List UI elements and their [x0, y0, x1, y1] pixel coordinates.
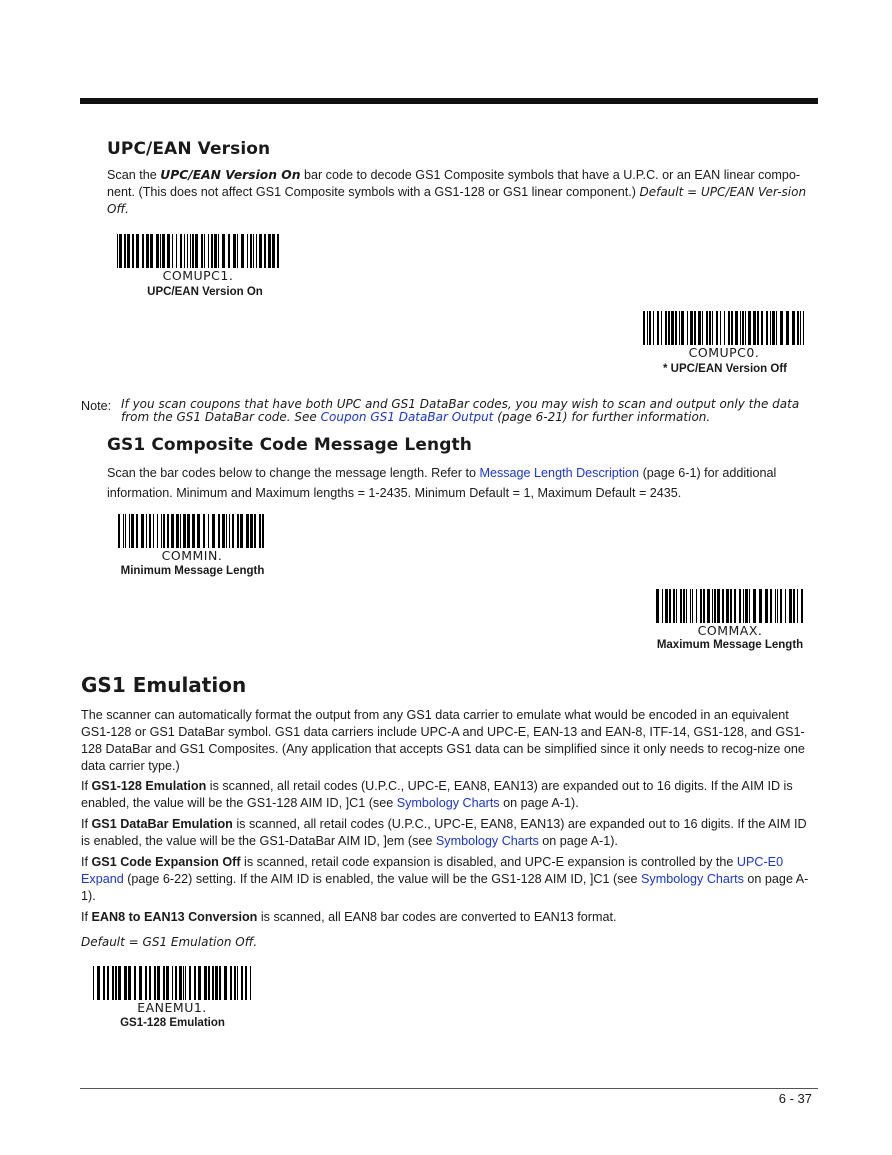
barcode-bar — [179, 966, 182, 1000]
barcode-bar — [649, 311, 651, 345]
barcode-bar — [262, 514, 264, 548]
barcode-bar — [740, 311, 741, 345]
barcode-bar — [119, 234, 122, 268]
barcode-bar — [662, 589, 663, 623]
text: (page 6-21) for further information. — [493, 410, 711, 424]
text: If you scan coupons that have both UPC and GS1 DataBar codes, you may wish to scan and output only the data from the GS1 DataBar code. See — [121, 397, 800, 424]
ean8-to-ean13-paragraph — [81, 909, 815, 926]
barcode-bar — [247, 234, 248, 268]
barcode-bar — [226, 514, 227, 548]
link-symbology-charts[interactable]: Symbology Charts — [435, 834, 539, 848]
barcode-bars — [642, 311, 806, 345]
barcode-bar — [237, 234, 238, 268]
barcode-bar — [224, 966, 227, 1000]
barcode-bar — [694, 311, 696, 345]
gs1-code-expansion-off-paragraph — [81, 854, 815, 905]
text: bar code to decode GS1 Composite symbols that have a U.P.C. or an EAN linear compo-nent. (This does not affect GS1 Composite symbols with a GS1-128 or GS1 linear component.) — [107, 168, 801, 199]
barcode-bar — [700, 589, 702, 623]
barcode-bar — [131, 514, 134, 548]
barcode-bar — [765, 589, 768, 623]
barcode-bar — [669, 589, 671, 623]
note-text — [121, 398, 816, 424]
bold-term: EAN8 to EAN13 Conversion — [91, 910, 258, 924]
barcode-bar — [743, 589, 744, 623]
barcode-bar — [146, 234, 149, 268]
barcode-bar — [671, 311, 674, 345]
barcode-bar — [675, 311, 677, 345]
barcode-bar — [117, 234, 118, 268]
barcode-bar — [759, 589, 762, 623]
note-label: Note: — [81, 399, 112, 413]
barcode-bar — [161, 514, 162, 548]
link-upc-e0-expand[interactable]: UPC-E0 Expand — [81, 855, 784, 886]
barcode-bar — [714, 589, 716, 623]
text: Scan the bar codes below to change the message length. Refer to — [107, 466, 480, 480]
barcode-bar — [171, 514, 174, 548]
text: If — [81, 910, 92, 924]
barcode-bar — [192, 234, 194, 268]
text: on page A-1). — [81, 872, 809, 903]
barcode-bar — [187, 234, 188, 268]
barcode-bar — [681, 311, 684, 345]
barcode-bar — [786, 311, 789, 345]
barcode-bar — [219, 966, 221, 1000]
barcode-bar — [668, 311, 670, 345]
barcode-caption: * UPC/EAN Version Off — [663, 363, 787, 375]
barcode-bars — [116, 234, 280, 268]
barcode-bar — [731, 311, 733, 345]
barcode-bar — [172, 966, 173, 1000]
barcode-bar — [157, 514, 158, 548]
barcode-bar — [770, 589, 772, 623]
barcode-bar — [706, 311, 708, 345]
barcode-bar — [201, 234, 203, 268]
barcode-bar — [240, 514, 243, 548]
text: is scanned, all EAN8 bar codes are converted to EAN13 format. — [257, 910, 617, 924]
barcode-bar — [698, 311, 701, 345]
bold-term: GS1 DataBar Emulation — [91, 817, 233, 831]
barcode-bar — [770, 311, 771, 345]
barcode-bar — [160, 234, 161, 268]
bold-term: GS1 Code Expansion Off — [91, 855, 241, 869]
barcode-code-text: COMUPC0. — [688, 345, 760, 360]
barcode-bar — [234, 966, 236, 1000]
barcode-bar — [742, 311, 744, 345]
barcode-bar — [123, 514, 124, 548]
barcode-bar — [187, 514, 190, 548]
barcode-caption: Maximum Message Length — [656, 639, 804, 651]
barcode-bar — [735, 311, 738, 345]
text: is scanned, all retail codes (U.P.C., UPC-E, EAN8, EAN13) are expanded out to 16 digits. If the AIM ID is enabled, the value will be the GS1-128 AIM ID, ]C1 (see — [81, 779, 793, 810]
barcode-bar — [761, 311, 763, 345]
barcode-caption: UPC/EAN Version On — [147, 286, 263, 298]
gs1-emulation-intro: The scanner can automatically format the output from any GS1 data carrier to emulate what would be encoded in an equivalent GS1-128 or GS1 DataBar symbol. GS1 data carriers include UPC-A and UPC-E, EAN-13 and EAN-8, ITF-14, GS1-128, and GS1-128 DataBar and GS1 Composites. (Any application that accepts GS1 data can be simplified since it only needs to recog-nize one data carrier type.) — [81, 708, 805, 773]
barcode-bar — [712, 311, 713, 345]
barcode-bar — [134, 966, 136, 1000]
barcode-bar — [118, 966, 121, 1000]
barcode-bars — [92, 966, 252, 1000]
barcode-bar — [772, 311, 775, 345]
barcode-bar — [766, 311, 768, 345]
barcode-code-text: EANEMU1. — [137, 1000, 207, 1015]
barcode-bar — [185, 966, 186, 1000]
barcode-bar — [183, 966, 184, 1000]
barcode-bar — [680, 589, 682, 623]
barcode-bar — [215, 966, 218, 1000]
barcode-bar — [264, 234, 266, 268]
header-rule — [80, 98, 818, 104]
barcode-bar — [712, 589, 713, 623]
barcode-bar — [800, 311, 801, 345]
barcode-bar — [176, 234, 177, 268]
text: (page 6-22) setting. If the AIM ID is enabled, the value will be the GS1-128 AIM ID, ]C1 (see — [123, 872, 642, 886]
link-symbology-charts[interactable]: Symbology Charts — [641, 872, 744, 886]
barcode-bar — [127, 234, 130, 268]
barcode-bars — [117, 514, 267, 548]
barcode-bar — [803, 311, 804, 345]
barcode-bar — [687, 311, 688, 345]
barcode-bar — [124, 966, 127, 1000]
barcode-caption: Minimum Message Length — [120, 565, 265, 577]
barcode-bar — [237, 514, 239, 548]
barcode-bar — [190, 234, 191, 268]
bold-term: GS1-128 Emulation — [91, 779, 207, 793]
barcode-bar — [657, 311, 659, 345]
barcode-bar — [789, 589, 792, 623]
barcode-bar — [204, 966, 207, 1000]
barcode-bar — [195, 234, 198, 268]
barcode-bar — [739, 589, 741, 623]
barcode-bar — [745, 589, 748, 623]
text: If — [81, 817, 92, 831]
gs1-128-emulation-paragraph — [81, 778, 815, 812]
barcode-bar — [749, 589, 750, 623]
barcode-bar — [136, 514, 138, 548]
barcode-bar — [218, 234, 219, 268]
barcode-bar — [128, 966, 131, 1000]
barcode-bar — [198, 966, 201, 1000]
barcode-bar — [702, 311, 703, 345]
text: (page 6-1) for additional information. Minimum and Maximum lengths = 1-2435. Minimum Default = 1, Maximum Default = 2435. — [107, 466, 777, 500]
barcode-bar — [259, 514, 261, 548]
barcode-bar — [139, 966, 142, 1000]
text: Scan the — [107, 168, 161, 182]
barcode-bar — [124, 234, 126, 268]
barcode-bar — [256, 234, 257, 268]
barcode-bar — [745, 311, 746, 345]
barcode-bar — [647, 311, 648, 345]
barcode-bar — [103, 966, 105, 1000]
barcode-bar — [776, 311, 777, 345]
barcode-code-text: COMMIN. — [161, 548, 223, 563]
barcode-bar — [153, 514, 154, 548]
barcode-bar — [254, 514, 256, 548]
text: on page A-1). — [499, 796, 579, 810]
barcode-bar — [180, 514, 181, 548]
barcode-caption: GS1-128 Emulation — [120, 1017, 225, 1029]
barcode-bar — [753, 589, 756, 623]
barcode-bar — [780, 589, 782, 623]
text: is scanned, all retail codes (U.P.C., UPC-E, EAN8, EAN13) are expanded out to 16 digits. If the AIM ID is enabled, the value will be the GS1-DataBar AIM ID, ]em (see — [81, 817, 807, 848]
barcode-bar — [268, 234, 271, 268]
barcode-commax[interactable] — [655, 589, 805, 638]
barcode-bar — [757, 311, 759, 345]
barcode-bar — [183, 514, 186, 548]
text: If — [81, 855, 92, 869]
bold-term: UPC/EAN Version On — [160, 168, 301, 182]
barcode-bar — [232, 514, 234, 548]
default-note: Default = UPC/EAN Ver-sion Off. — [107, 185, 807, 216]
barcode-bar — [222, 514, 225, 548]
barcode-bar — [686, 589, 687, 623]
barcode-bar — [118, 514, 120, 548]
barcode-bar — [661, 311, 662, 345]
link-symbology-charts[interactable]: Symbology Charts — [396, 796, 500, 810]
barcode-bar — [149, 966, 151, 1000]
barcode-bar — [211, 234, 213, 268]
barcode-bar — [780, 311, 783, 345]
text: If — [81, 779, 92, 793]
barcode-bar — [115, 966, 117, 1000]
barcode-bar — [250, 966, 251, 1000]
section-heading-upc-ean-version: UPC/EAN Version — [107, 139, 271, 159]
barcode-bar — [180, 234, 182, 268]
barcode-bar — [163, 966, 165, 1000]
barcode-bar — [203, 514, 205, 548]
barcode-bar — [141, 514, 144, 548]
barcode-bar — [716, 311, 718, 345]
barcode-bar — [166, 966, 169, 1000]
barcode-bar — [656, 589, 659, 623]
barcode-bar — [665, 311, 667, 345]
barcode-bar — [709, 311, 711, 345]
barcode-bar — [797, 311, 799, 345]
barcode-bar — [142, 234, 144, 268]
barcode-bar — [793, 589, 795, 623]
barcode-bar — [245, 966, 247, 1000]
barcode-bar — [730, 589, 732, 623]
barcode-bar — [683, 589, 685, 623]
text: on page A-1). — [538, 834, 618, 848]
barcode-bar — [112, 966, 114, 1000]
barcode-comupc0[interactable] — [642, 311, 806, 360]
barcode-bar — [777, 589, 778, 623]
barcode-bar — [272, 234, 275, 268]
page-number: 6 - 37 — [778, 1091, 812, 1106]
barcode-bar — [230, 966, 232, 1000]
barcode-bar — [145, 966, 147, 1000]
barcode-bar — [703, 589, 705, 623]
barcode-bar — [253, 234, 254, 268]
barcode-bar — [785, 589, 786, 623]
barcode-bar — [734, 589, 736, 623]
barcode-bar — [690, 311, 693, 345]
barcode-bar — [208, 234, 209, 268]
barcode-bar — [797, 589, 798, 623]
link-coupon-gs1-databar-output[interactable]: Coupon GS1 DataBar Output — [320, 410, 494, 424]
barcode-bar — [194, 966, 196, 1000]
barcode-bar — [146, 514, 147, 548]
barcode-bar — [726, 589, 729, 623]
barcode-eanemu1[interactable] — [92, 966, 252, 1015]
upc-ean-version-description — [107, 167, 812, 218]
barcode-bar — [197, 514, 200, 548]
barcode-bars — [655, 589, 805, 623]
barcode-commin[interactable] — [117, 514, 267, 563]
text: is scanned, retail code expansion is disabled, and UPC-E expansion is controlled by the — [240, 855, 737, 869]
barcode-bar — [204, 234, 205, 268]
barcode-bar — [132, 234, 134, 268]
barcode-bar — [728, 311, 730, 345]
default-gs1-emulation: Default = GS1 Emulation Off. — [81, 935, 258, 949]
barcode-bar — [192, 514, 195, 548]
barcode-bar — [724, 311, 725, 345]
barcode-bar — [208, 966, 210, 1000]
barcode-bar — [218, 514, 220, 548]
link-message-length-description[interactable]: Message Length Description — [479, 466, 640, 480]
barcode-bar — [233, 234, 236, 268]
barcode-bar — [692, 589, 693, 623]
barcode-bar — [717, 589, 720, 623]
barcode-bar — [167, 234, 170, 268]
barcode-bar — [156, 234, 159, 268]
barcode-comupc1[interactable] — [116, 234, 280, 283]
section-heading-gs1-composite-length: GS1 Composite Code Message Length — [107, 435, 472, 455]
barcode-bar — [228, 234, 230, 268]
footer-rule — [80, 1088, 818, 1089]
barcode-bar — [753, 311, 756, 345]
barcode-bar — [665, 589, 668, 623]
barcode-bar — [673, 589, 675, 623]
barcode-bar — [676, 589, 677, 623]
barcode-bar — [162, 234, 165, 268]
barcode-bar — [163, 514, 165, 548]
barcode-bar — [259, 234, 262, 268]
barcode-bar — [154, 966, 156, 1000]
barcode-bar — [212, 514, 215, 548]
barcode-bar — [643, 311, 645, 345]
barcode-bar — [679, 311, 680, 345]
barcode-bar — [707, 589, 710, 623]
section-heading-gs1-emulation: GS1 Emulation — [81, 673, 247, 697]
barcode-bar — [277, 234, 279, 268]
barcode-bar — [801, 589, 803, 623]
barcode-bar — [157, 966, 160, 1000]
barcode-bar — [229, 514, 230, 548]
barcode-bar — [125, 514, 126, 548]
barcode-bar — [690, 589, 691, 623]
barcode-bar — [250, 234, 252, 268]
barcode-bar — [150, 234, 153, 268]
barcode-bar — [212, 966, 214, 1000]
gs1-databar-emulation-paragraph — [81, 816, 815, 850]
barcode-bar — [107, 966, 109, 1000]
barcode-bar — [149, 514, 151, 548]
barcode-bar — [136, 234, 139, 268]
barcode-bar — [176, 514, 179, 548]
barcode-code-text: COMMAX. — [697, 623, 763, 638]
barcode-bar — [222, 234, 225, 268]
barcode-bar — [184, 234, 185, 268]
barcode-bar — [97, 966, 100, 1000]
message-length-description — [107, 463, 812, 503]
barcode-bar — [214, 234, 217, 268]
barcode-bar — [720, 311, 721, 345]
barcode-bar — [237, 966, 238, 1000]
barcode-bar — [172, 234, 173, 268]
barcode-bar — [792, 311, 795, 345]
barcode-code-text: COMUPC1. — [162, 268, 234, 283]
barcode-bar — [241, 234, 244, 268]
barcode-bar — [167, 514, 169, 548]
barcode-bar — [250, 514, 253, 548]
barcode-bar — [653, 311, 654, 345]
barcode-bar — [775, 589, 776, 623]
barcode-bar — [246, 514, 249, 548]
barcode-bar — [241, 966, 243, 1000]
barcode-bar — [748, 311, 751, 345]
barcode-bar — [175, 966, 177, 1000]
barcode-bar — [189, 966, 191, 1000]
barcode-bar — [722, 589, 724, 623]
barcode-bar — [129, 514, 130, 548]
barcode-bar — [208, 514, 209, 548]
barcode-bar — [93, 966, 94, 1000]
barcode-bar — [696, 589, 697, 623]
